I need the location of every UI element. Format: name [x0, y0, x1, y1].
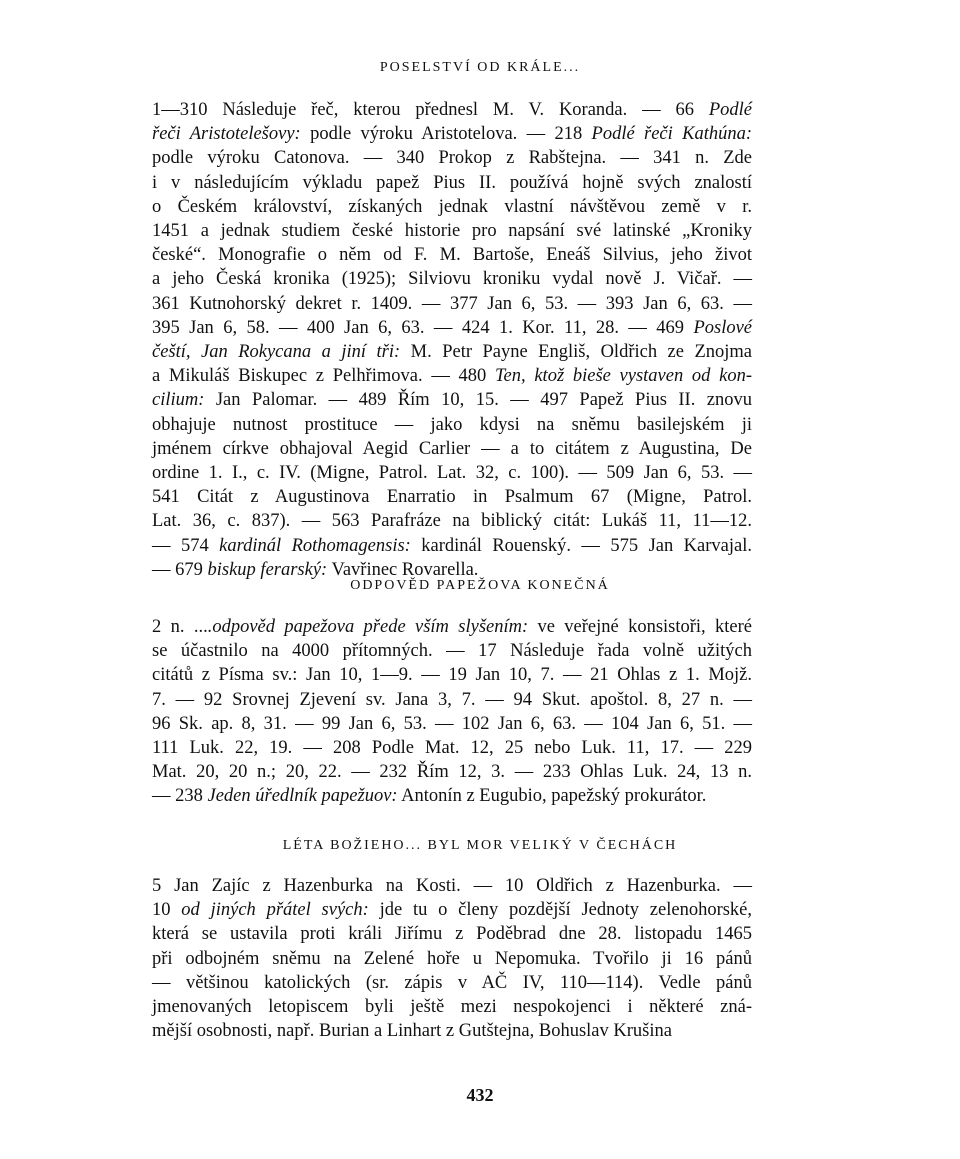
text-segment: kardinál Rouenský. — 575 Jan Karvajal. [410, 535, 752, 556]
text-segment: 361 Kutnohorský dekret r. 1409. — 377 Jan 6, 53. — 393 Jan 6, 63. — [152, 293, 752, 314]
text-segment: M. Petr Payne Engliš, Oldřich ze Znojma [400, 342, 753, 363]
text-segment: — 679 [152, 559, 208, 580]
text-segment: 111 Luk. 22, 19. — 208 Podle Mat. 12, 25 nebo Luk. 11, 17. — 229 [152, 738, 752, 759]
text-line [152, 292, 752, 316]
text-line [152, 874, 752, 898]
text-line [152, 122, 752, 146]
text-segment: — většinou katolických (sr. zápis v AČ IV, 110—114). Vedle pánů [152, 972, 752, 993]
text-segment: jmenovaných letopiscem byli ještě mezi nespokojenci i některé zná- [152, 997, 752, 1018]
text-segment: mější osobnosti, např. Burian a Linhart z Gutštejna, Bohuslav Krušina [152, 1021, 672, 1042]
text-segment: Jan Palomar. — 489 Řím 10, 15. — 497 Papež Pius II. znovu [204, 390, 752, 411]
text-line [152, 534, 752, 558]
text-segment: Vavřinec Rovarella. [327, 559, 479, 580]
text-line [152, 267, 752, 291]
text-line [152, 146, 752, 170]
section-heading: ODPOVĚD PAPEŽOVA KONEČNÁ [350, 578, 610, 593]
text-segment: o Českém království, získaných jednak vlastní návštěvou země v r. [152, 196, 752, 217]
italic-segment: cilium: [152, 390, 205, 411]
section-text [152, 874, 752, 1043]
text-line [152, 736, 752, 760]
text-segment: 541 Citát z Augustinova Enarratio in Psalmum 67 (Migne, Patrol. [152, 487, 752, 508]
italic-segment: .odpověd papežova přede vším slyšením: [207, 617, 529, 637]
text-line [152, 509, 752, 533]
text-line [152, 947, 752, 971]
text-segment: i v následujícím výkladu papež Pius II. používá hojně svých znalostí [152, 172, 752, 193]
text-line [152, 688, 752, 712]
text-segment: podle výroku Aristotelova. — 218 [300, 124, 592, 145]
text-segment: a jeho Česká kronika (1925); Silviovu kroniku vydal nově J. Vičař. — [152, 269, 752, 290]
text-segment: Antonín z Eugubio, papežský prokurátor. [397, 786, 707, 807]
text-line [152, 663, 752, 687]
italic-segment: biskup ferarský: [207, 559, 328, 580]
text-line [152, 485, 752, 509]
text-line [152, 437, 752, 461]
text-line [152, 364, 752, 388]
section-heading: POSELSTVÍ OD KRÁLE... [379, 60, 581, 75]
text-line [152, 243, 752, 267]
section-text [152, 98, 752, 582]
text-line [152, 1019, 752, 1043]
text-segment: ve veřejné konsistoři, které [528, 617, 752, 637]
text-segment: která se ustavila proti králi Jiřímu z Poděbrad dne 28. listopadu 1465 [152, 924, 752, 945]
italic-segment: Jeden úředlník papežuov: [207, 786, 398, 807]
text-line [152, 461, 752, 485]
text-line [152, 171, 752, 195]
text-segment: při odbojném sněmu na Zelené hoře u Nepomuka. Tvořilo ji 16 pánů [152, 948, 752, 969]
text-segment: 5 Jan Zajíc z Hazenburka na Kosti. — 10 Oldřich z Hazenburka. — [152, 876, 752, 896]
italic-segment: kardinál Rothomagensis: [219, 535, 411, 556]
text-line [152, 98, 752, 122]
text-line [152, 922, 752, 946]
text-segment: 2 n. ... [152, 617, 208, 637]
text-line [152, 316, 752, 340]
text-segment: se účastnilo na 4000 přítomných. — 17 Následuje řada volně užitých [152, 641, 752, 662]
text-segment: Lat. 36, c. 837). — 563 Parafráze na biblický citát: Lukáš 11, 11—12. [152, 511, 752, 532]
text-segment: — 238 [152, 786, 208, 807]
section-heading: LÉTA BOŽIEHO... BYL MOR VELIKÝ V ČECHÁCH [282, 838, 678, 853]
section-text [152, 615, 752, 809]
text-segment: 10 [152, 900, 182, 921]
text-segment: 395 Jan 6, 58. — 400 Jan 6, 63. — 424 1. Kor. 11, 28. — 469 [152, 317, 694, 338]
text-line [152, 639, 752, 663]
text-segment: 1—310 Následuje řeč, kterou přednesl M. V. Koranda. — 66 [152, 100, 709, 120]
italic-segment: řeči Aristotelešovy: [152, 124, 301, 145]
text-segment: 7. — 92 Srovnej Zjevení sv. Jana 3, 7. — 94 Skut. apoštol. 8, 27 n. — [152, 689, 752, 710]
italic-segment: Podlé [708, 100, 752, 120]
text-segment: Mat. 20, 20 n.; 20, 22. — 232 Řím 12, 3. — 233 Ohlas Luk. 24, 13 n. [152, 762, 752, 783]
text-line [152, 898, 752, 922]
text-segment: citátů z Písma sv.: Jan 10, 1—9. — 19 Jan 10, 7. — 21 Ohlas z 1. Mojž. [152, 665, 752, 686]
text-line [152, 388, 752, 412]
text-line [152, 971, 752, 995]
italic-segment: čeští, Jan Rokycana a jiní tři: [152, 342, 401, 363]
text-segment: ordine 1. I., c. IV. (Migne, Patrol. Lat. 32, c. 100). — 509 Jan 6, 53. — [152, 463, 752, 484]
text-line [152, 195, 752, 219]
text-line [152, 219, 752, 243]
page-number: 432 [466, 1085, 494, 1105]
text-segment: 96 Sk. ap. 8, 31. — 99 Jan 6, 53. — 102 Jan 6, 63. — 104 Jan 6, 51. — [152, 713, 752, 734]
italic-segment: Poslové [693, 317, 752, 338]
text-segment: podle výroku Catonova. — 340 Prokop z Rabštejna. — 341 n. Zde [152, 148, 752, 169]
text-line [152, 615, 752, 639]
text-segment: jménem církve obhajoval Aegid Carlier — a to citátem z Augustina, De [152, 438, 752, 459]
text-segment: a Mikuláš Biskupec z Pelhřimova. — 480 [152, 366, 495, 387]
text-line [152, 784, 752, 808]
text-line [152, 413, 752, 437]
text-line [152, 760, 752, 784]
text-segment: české“. Monografie o něm od F. M. Bartoše, Eneáš Silvius, jeho život [152, 245, 752, 266]
text-segment: — 574 [152, 535, 220, 556]
text-segment: 1451 a jednak studiem české historie pro napsání své latinské „Kroniky [152, 221, 752, 242]
italic-segment: Ten, ktož bieše vystaven od kon- [494, 366, 752, 387]
italic-segment: Podlé řeči Kathúna: [591, 124, 752, 145]
text-segment: jde tu o členy pozdější Jednoty zelenohorské, [368, 900, 753, 921]
text-segment: obhajuje nutnost prostituce — jako kdysi na sněmu basilejském ji [152, 414, 752, 435]
text-line [152, 712, 752, 736]
text-line [152, 340, 752, 364]
italic-segment: od jiných přátel svých: [181, 900, 369, 921]
text-line [152, 995, 752, 1019]
